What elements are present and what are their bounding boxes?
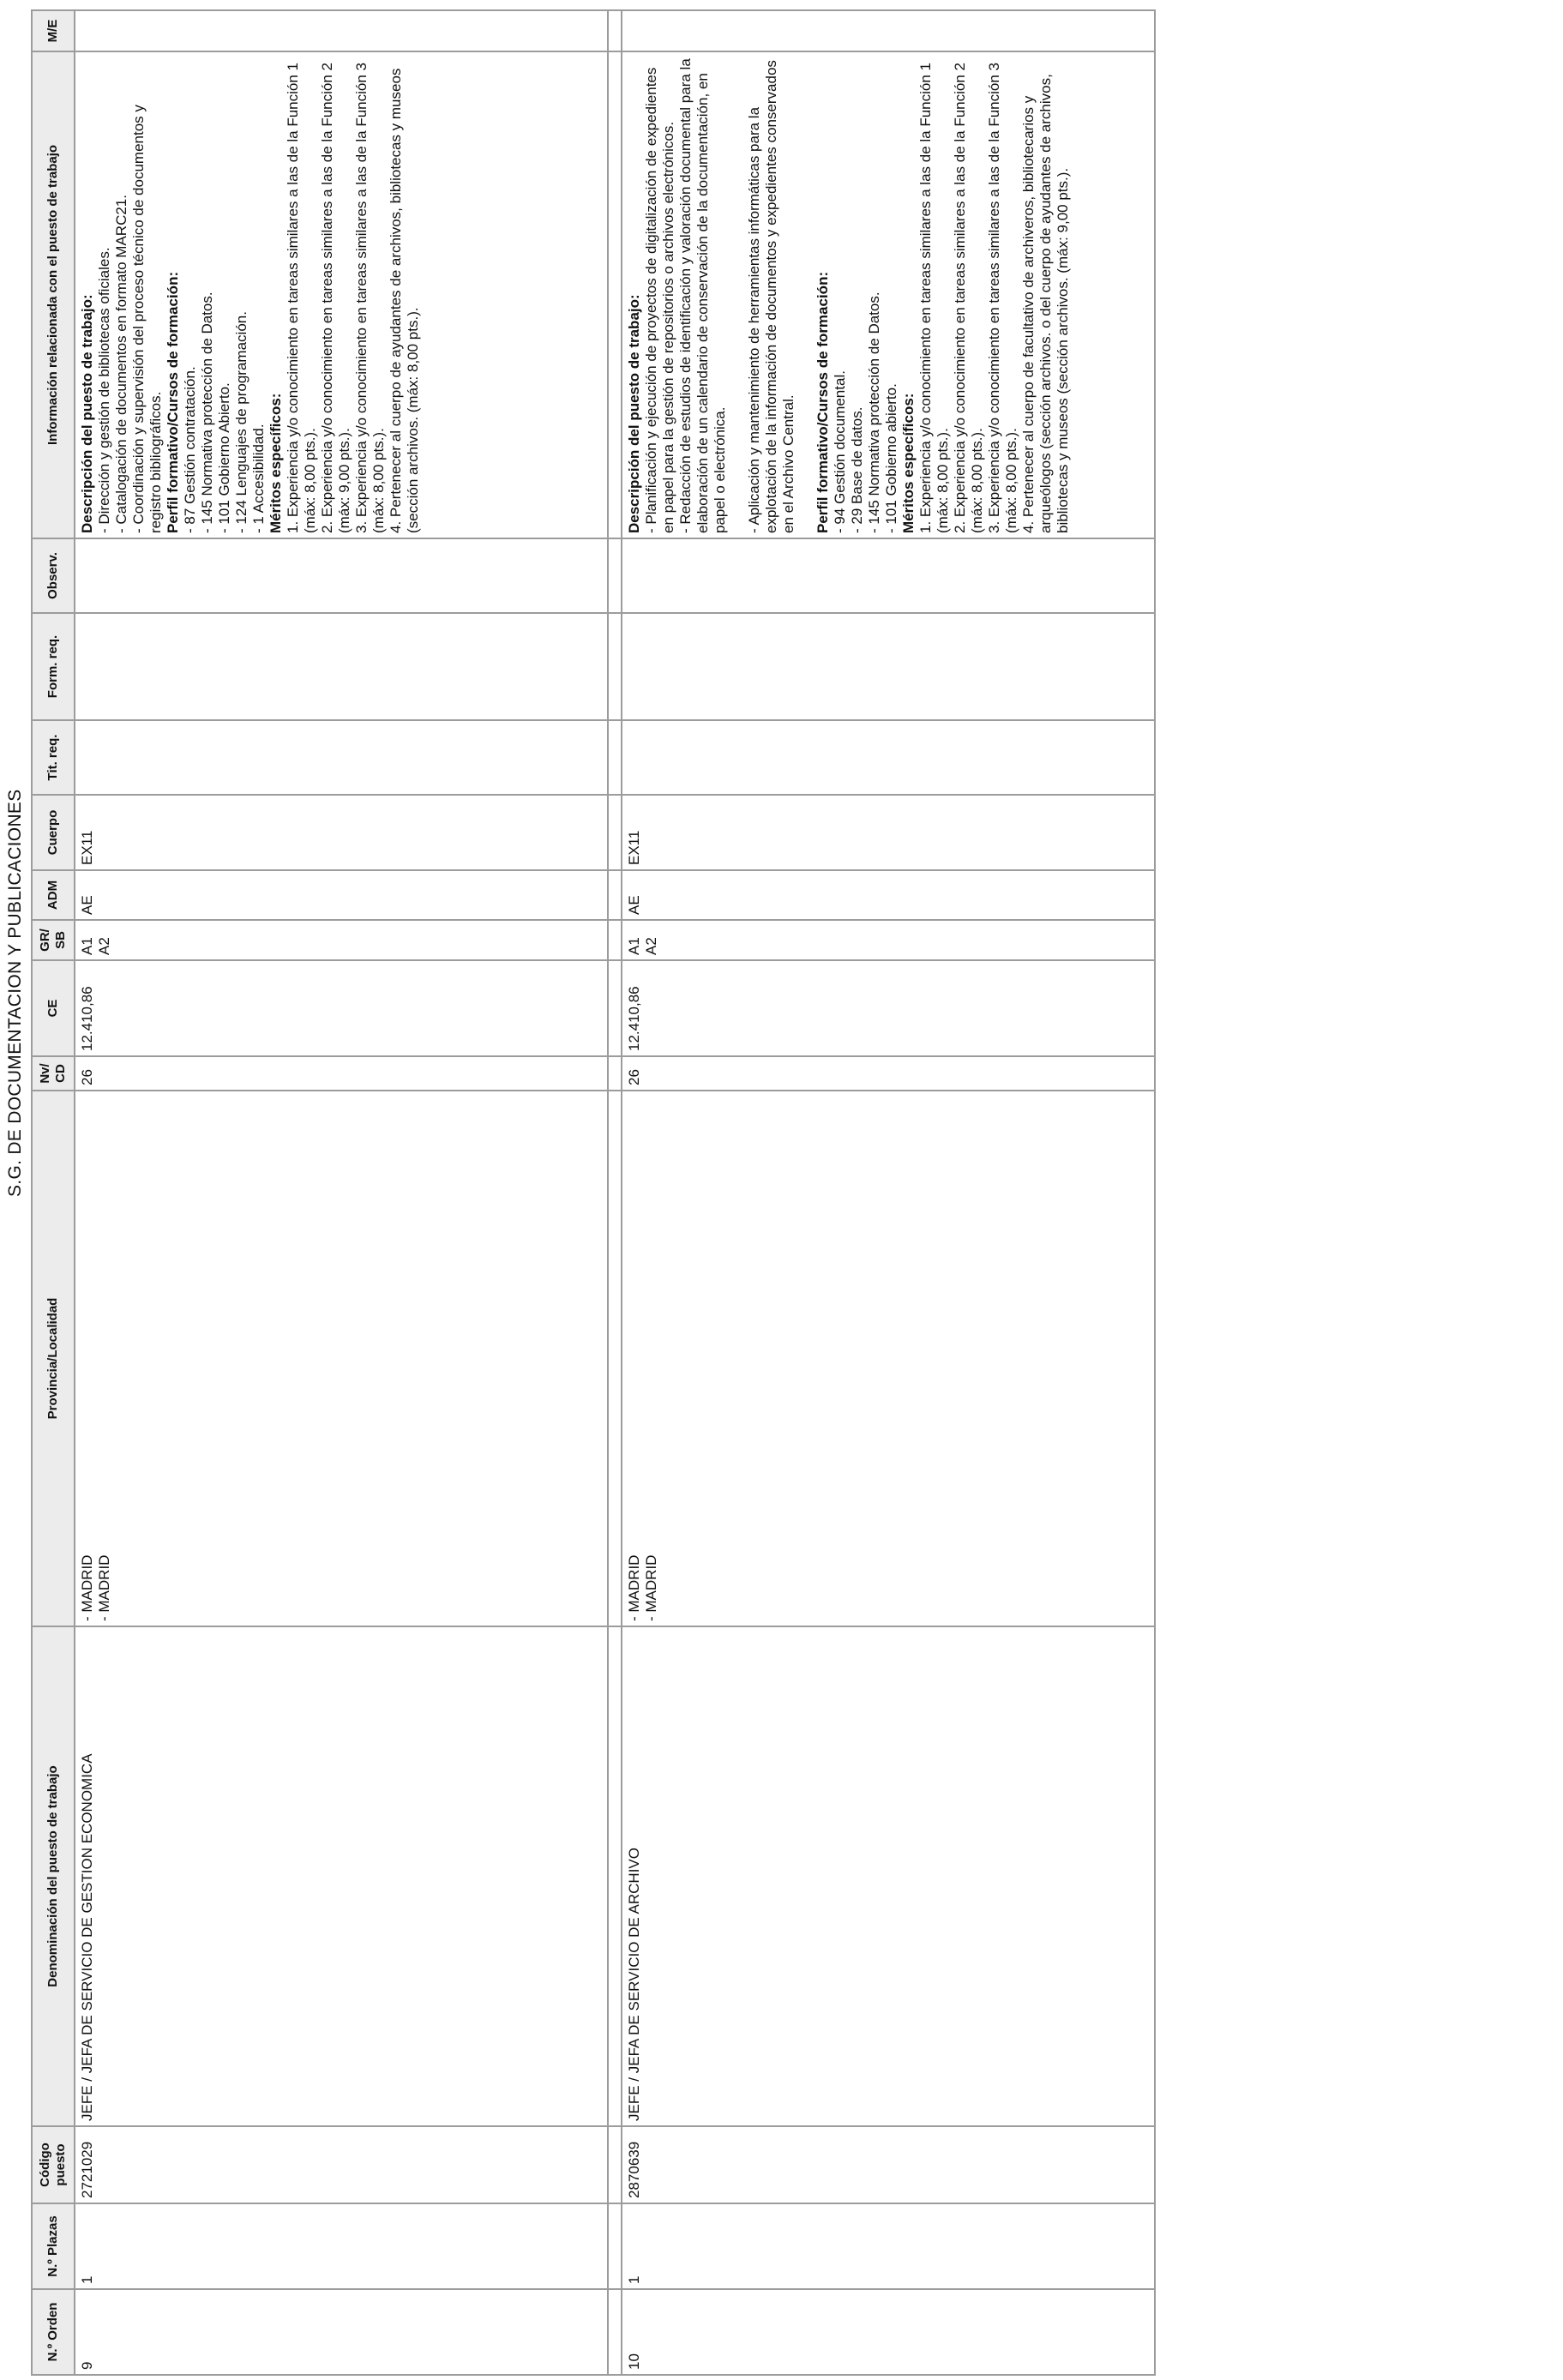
info-line: - 124 Lenguajes de programación. xyxy=(233,311,249,533)
info-heading: Descripción del puesto de trabajo: xyxy=(79,294,95,533)
table-row xyxy=(622,10,1155,2375)
info-line: 2. Experiencia y/o conocimiento en tareas similares a las de la Función 2 (máx: 8,00 pts.). xyxy=(952,62,985,533)
cell-observ xyxy=(75,538,608,613)
cell-codigo: 2721029 xyxy=(75,2126,608,2203)
cell-adm: AE xyxy=(75,870,608,920)
cell-titulacion xyxy=(622,720,1155,795)
col-header-adm: ADM xyxy=(32,870,75,920)
table-row xyxy=(75,10,608,2375)
cell-cuerpo: EX11 xyxy=(622,795,1155,870)
cell-adm: AE xyxy=(622,870,1155,920)
info-line: 4. Pertenecer al cuerpo de facultativo de archiveros, bibliotecarios y arqueólogos (sección archivos. o del cuerpo de ayudantes de archivos, bibliotecas y museos (sección archivos. (máx: 9,00 pts.). xyxy=(1020,74,1071,533)
col-header-provincia: Provincia/Localidad xyxy=(32,1091,75,1626)
provincia-line: - MADRID xyxy=(643,1554,659,1621)
row-separator xyxy=(608,10,622,2375)
cell-me xyxy=(75,10,608,51)
cell-formacion xyxy=(622,613,1155,720)
col-header-orden: N.º Orden xyxy=(32,2289,75,2375)
col-header-ce: CE xyxy=(32,960,75,1056)
info-line: - Planificación y ejecución de proyectos de digitalización de expedientes en papel para la gestión de repositorios o archivos electrónicos. xyxy=(643,67,676,533)
info-heading: Perfil formativo/Cursos de formación: xyxy=(165,271,181,533)
cell-titulacion xyxy=(75,720,608,795)
cell-nivel: 26 xyxy=(622,1056,1155,1091)
info-heading: Méritos específicos: xyxy=(900,393,917,533)
cell-orden: 9 xyxy=(75,2289,608,2375)
cell-codigo: 2870639 xyxy=(622,2126,1155,2203)
col-header-denominacion: Denominación del puesto de trabajo xyxy=(32,1626,75,2126)
cell-info xyxy=(75,51,608,538)
info-heading: Descripción del puesto de trabajo: xyxy=(626,294,642,533)
info-line: 3. Experiencia y/o conocimiento en tareas similares a las de la Función 3 (máx: 8,00 pts.). xyxy=(353,62,387,533)
info-line: - 87 Gestión contratación. xyxy=(182,366,198,533)
col-header-cuerpo: Cuerpo xyxy=(32,795,75,870)
cell-denominacion: JEFE / JEFA DE SERVICIO DE GESTION ECONOMICA xyxy=(75,1626,608,2126)
col-header-codigo: Código puesto xyxy=(32,2126,75,2203)
cell-grupo xyxy=(75,920,608,960)
provincia-line: - MADRID xyxy=(626,1554,642,1621)
col-header-observ: Observ. xyxy=(32,538,75,613)
grupo-line: A1 xyxy=(626,937,642,955)
info-heading: Perfil formativo/Cursos de formación: xyxy=(815,271,831,533)
cell-orden: 10 xyxy=(622,2289,1155,2375)
cell-grupo xyxy=(622,920,1155,960)
info-line: - 101 Gobierno Abierto. xyxy=(216,382,232,533)
cell-provincia xyxy=(75,1091,608,1626)
info-line: - 145 Normativa protección de Datos. xyxy=(199,291,215,533)
info-line: - 29 Base de datos. xyxy=(849,406,865,533)
cell-me xyxy=(622,10,1155,51)
provincia-line: - MADRID xyxy=(96,1554,112,1621)
cell-nivel: 26 xyxy=(75,1056,608,1091)
info-line: 3. Experiencia y/o conocimiento en tareas similares a las de la Función 3 (máx: 8,00 pts.). xyxy=(986,62,1019,533)
positions-table xyxy=(31,9,1156,2376)
info-line: - 94 Gestión documental. xyxy=(832,370,848,533)
info-heading: Méritos específicos: xyxy=(268,393,284,533)
col-header-info: Información relacionada con el puesto de trabajo xyxy=(32,51,75,538)
cell-provincia xyxy=(622,1091,1155,1626)
info-line: 4. Pertenecer al cuerpo de ayudantes de archivos, bibliotecas y museos (sección archivos. (máx: 8,00 pts.). xyxy=(388,68,421,533)
cell-denominacion: JEFE / JEFA DE SERVICIO DE ARCHIVO xyxy=(622,1626,1155,2126)
info-line: - 1 Accesibilidad. xyxy=(250,424,267,533)
cell-observ xyxy=(622,538,1155,613)
section-title: S.G. DE DOCUMENTACION Y PUBLICACIONES xyxy=(5,789,25,1197)
col-header-me: M/E xyxy=(32,10,75,51)
col-header-formacion: Form. req. xyxy=(32,613,75,720)
cell-plazas: 1 xyxy=(622,2203,1155,2289)
cell-ce: 12.410,86 xyxy=(622,960,1155,1056)
info-line: 1. Experiencia y/o conocimiento en tareas similares a las de la Función 1 (máx: 8,00 pts.). xyxy=(917,62,951,533)
cell-formacion xyxy=(75,613,608,720)
grupo-line: A2 xyxy=(643,937,659,955)
col-header-grupo: GR/ SB xyxy=(32,920,75,960)
col-header-plazas: N.º Plazas xyxy=(32,2203,75,2289)
info-blank-line xyxy=(797,57,815,533)
provincia-line: - MADRID xyxy=(79,1554,95,1621)
grupo-line: A2 xyxy=(96,937,112,955)
info-line: - 101 Gobierno abierto. xyxy=(883,383,899,533)
grupo-line: A1 xyxy=(79,937,95,955)
info-line: 1. Experiencia y/o conocimiento en tareas similares a las de la Función 1 (máx: 8,00 pts.). xyxy=(285,62,318,533)
cell-ce: 12.410,86 xyxy=(75,960,608,1056)
cell-cuerpo: EX11 xyxy=(75,795,608,870)
cell-plazas: 1 xyxy=(75,2203,608,2289)
info-line: 2. Experiencia y/o conocimiento en tareas similares a las de la Función 2 (máx: 9,00 pts.). xyxy=(319,62,352,533)
info-line: - Aplicación y mantenimiento de herramientas informáticas para la explotación de la información de documentos y expedientes conservados en el Archivo Central. xyxy=(746,60,797,533)
col-header-titulacion: Tit. req. xyxy=(32,720,75,795)
col-header-nivel: Nv/ CD xyxy=(32,1056,75,1091)
info-line: - Coordinación y supervisión del proceso técnico de documentos y registro bibliográficos. xyxy=(130,105,164,533)
info-line: - Catalogación de documentos en formato MARC21. xyxy=(113,195,129,533)
cell-info xyxy=(622,51,1155,538)
info-line: - 145 Normativa protección de Datos. xyxy=(866,291,882,533)
positions-table-wrapper xyxy=(31,9,1156,2376)
header-row xyxy=(32,10,75,2375)
info-blank-line xyxy=(729,57,746,533)
info-line: - Redacción de estudios de identificación y valoración documental para la elaboración de un calendario de conservación de la documentación, en papel o electrónica. xyxy=(677,58,728,533)
info-line: - Dirección y gestión de bibliotecas oficiales. xyxy=(96,247,112,533)
